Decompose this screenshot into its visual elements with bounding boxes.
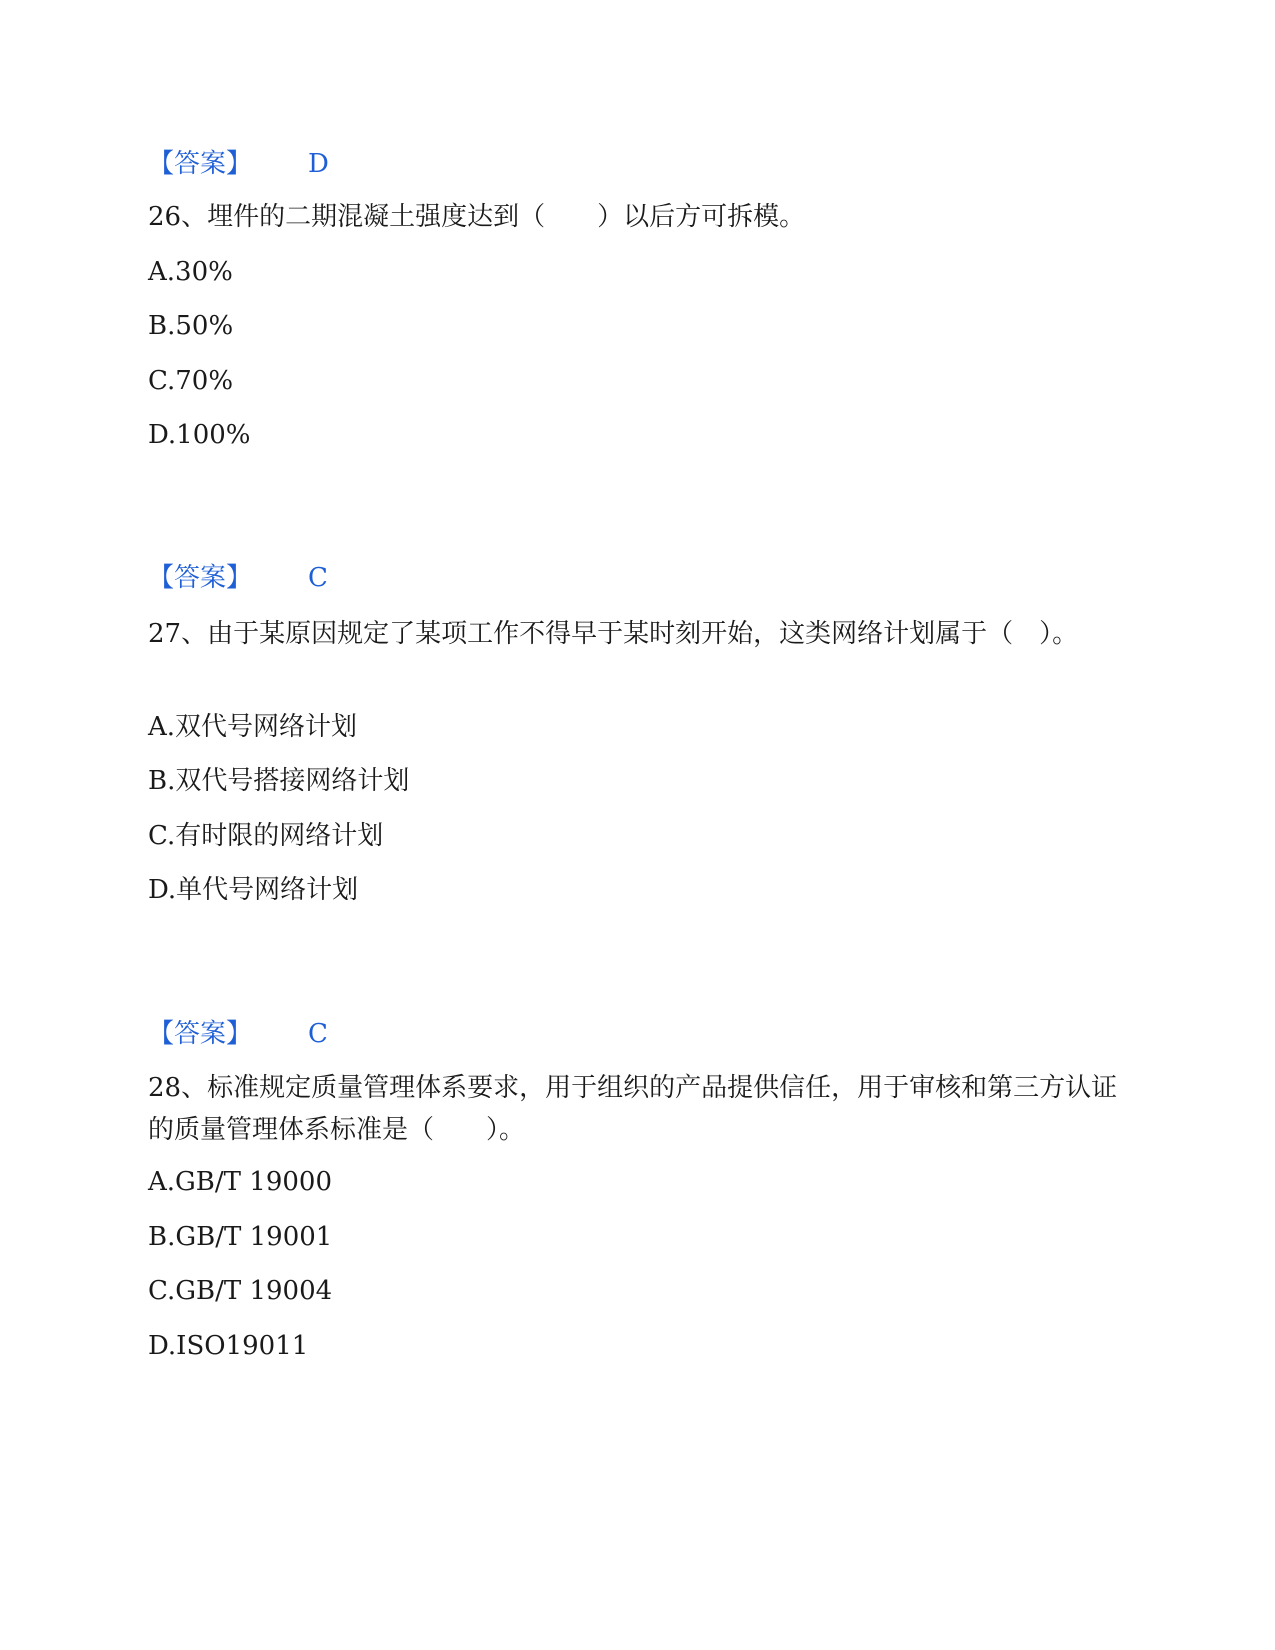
answer-line-3 <box>148 1014 328 1054</box>
answer-label: 【答案】 <box>148 1019 253 1049</box>
answer-line-1 <box>148 144 329 184</box>
option-b: B.双代号搭接网络计划 <box>148 766 410 796</box>
answer-line-2 <box>148 558 328 598</box>
answer-label: 【答案】 <box>148 563 253 593</box>
option-b: B.GB/T 19001 <box>148 1222 333 1252</box>
option-a: A.双代号网络计划 <box>148 712 358 742</box>
answer-value: D <box>308 149 329 179</box>
option-c: C.70% <box>148 366 234 396</box>
question-28: 28、标准规定质量管理体系要求，用于组织的产品提供信任，用于审核和第三方认证的质量管理体系标准是（ ）。 <box>148 1073 1118 1145</box>
option-d: D.ISO19011 <box>148 1331 309 1361</box>
answer-label: 【答案】 <box>148 149 253 179</box>
question-26: 26、埋件的二期混凝土强度达到（ ）以后方可拆模。 <box>148 202 806 232</box>
option-c: C.GB/T 19004 <box>148 1276 333 1306</box>
answer-value: C <box>308 1019 328 1049</box>
option-d: D.100% <box>148 420 251 450</box>
option-a: A.30% <box>148 257 233 287</box>
option-a: A.GB/T 19000 <box>148 1167 332 1197</box>
question-27: 27、由于某原因规定了某项工作不得早于某时刻开始，这类网络计划属于（ ）。 <box>148 619 1079 649</box>
answer-value: C <box>308 563 328 593</box>
option-c: C.有时限的网络计划 <box>148 821 384 851</box>
option-b: B.50% <box>148 311 234 341</box>
option-d: D.单代号网络计划 <box>148 875 359 905</box>
